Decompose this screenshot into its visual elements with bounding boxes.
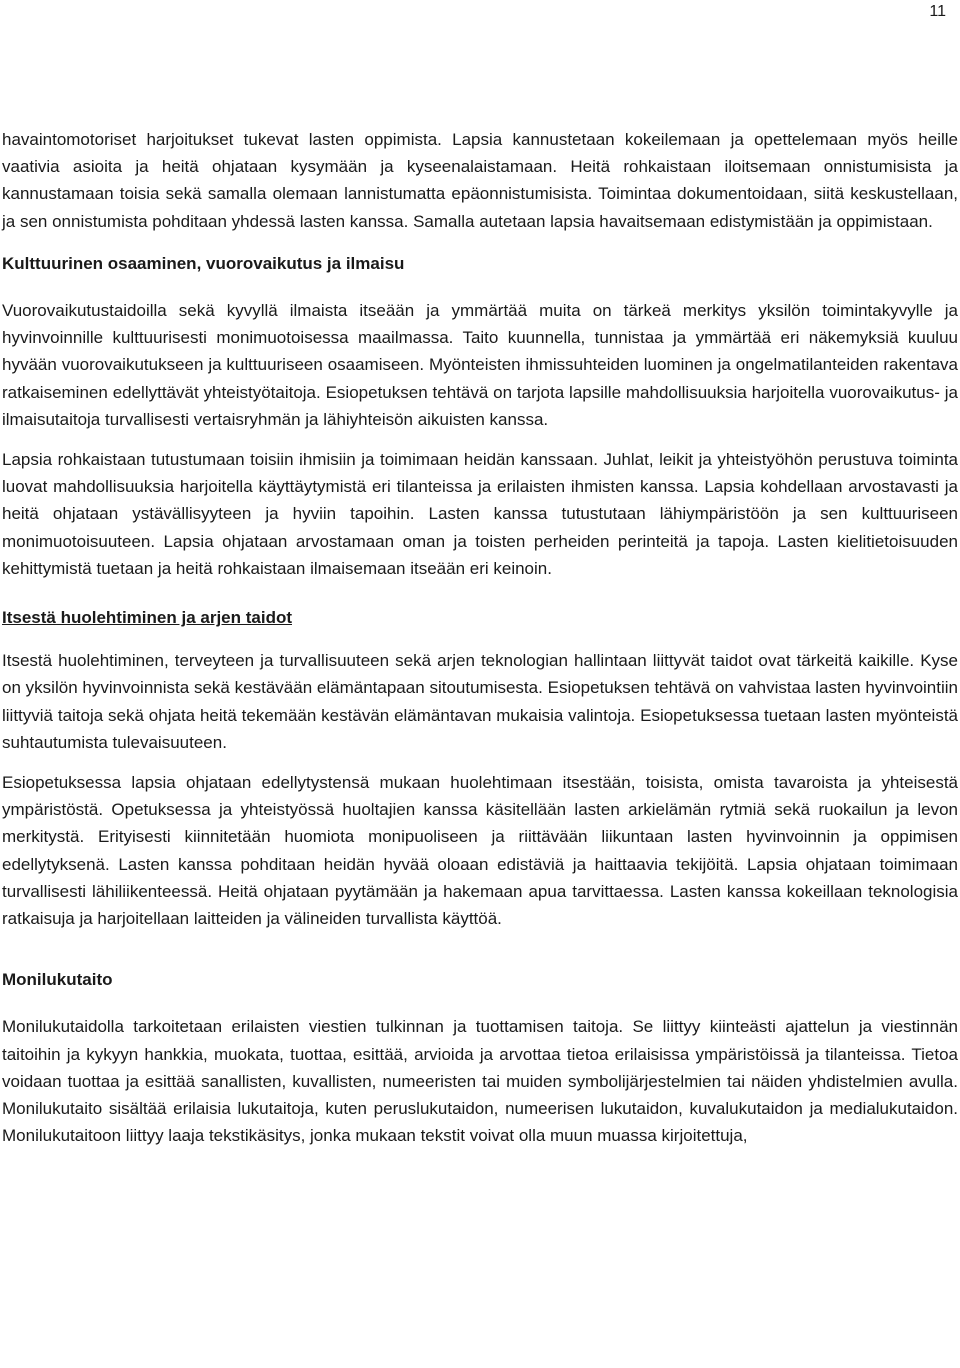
paragraph-preschool-self-care: Esiopetuksessa lapsia ohjataan edellytystensä mukaan huolehtimaan itsestään, toisista, omista tavaroista ja yhteisestä ympäristöstä. Opetuksessa ja yhteistyössä huoltajien kanssa käsitellään lasten arkielämän rytmiä sekä ruokailun ja levon merkitystä. Erityisesti kiinnitetään huomiota monipuoliseen ja riittävään liikuntaan lasten hyvinvoinnin ja oppimisen edellytyksenä. Lasten kanssa pohditaan heidän hyvää oloaan edistäviä ja haittaavia tekijöitä. Lapsia ohjataan toimimaan turvallisesti lähiliikenteessä. Heitä ohjataan pyytämään ja hakemaan apua tarvittaessa. Lasten kanssa kokeillaan teknologisia ratkaisuja ja harjoitellaan laitteiden ja välineiden turvallista käyttöä. xyxy=(2,773,958,929)
paragraph-multiliteracy: Monilukutaidolla tarkoitetaan erilaisten viestien tulkinnan ja tuottamisen taitoja. Se liittyy kiinteästi ajattelun ja viestinnän taitoihin ja kykyyn hankkia, muokata, tuottaa, esittää, arvioida ja arvottaa tietoa erilaisissa ympäristöissä ja tilanteissa. Tietoa voidaan tuottaa ja esittää sanallisten, kuvallisten, numeeristen tai muiden symbolijärjestelmien tai näiden yhdistelmien avulla. Monilukutaito sisältää erilaisia lukutaitoja, kuten peruslukutaidon, numeerisen lukutaidon, kuvalukutaidon ja medialukutaidon. Monilukutaitoon liittyy laaja tekstikäsitys, jonka mukaan tekstit voivat olla muun muassa kirjoitettuja, xyxy=(2,1017,958,1146)
paragraph-getting-to-know-others: Lapsia rohkaistaan tutustumaan toisiin ihmisiin ja toimimaan heidän kanssaan. Juhlat, leikit ja yhteistyöhön perustuva toiminta luovat mahdollisuuksia harjoitella käyttäytymistä eri tilanteissa ja erilaisten ihmisten kanssa. Lapsia kohdellaan arvostavasti ja heitä ohjataan ystävällisyyteen ja hyviin tapoihin. Lasten kanssa tutustutaan lähiympäristöön ja sen kulttuuriseen monimuotoisuuteen. Lapsia ohjataan arvostamaan oman ja toisten perheiden perinteitä ja tapoja. Lasten kielitietoisuuden kehittymistä tuetaan ja heitä rohkaistaan ilmaisemaan itseään eri keinoin. xyxy=(2,450,958,578)
paragraph-observation-motor: havaintomotoriset harjoitukset tukevat lasten oppimista. Lapsia kannustetaan kokeilemaan ja opettelemaan myös heille vaativia asioita ja heitä ohjataan kysymään ja kyseenalaistamaan. Heitä rohkaistaan iloitsemaan onnistumisista ja kannustamaan toisia sekä samalla olemaan lannistumatta epäonnistumisista. Toimintaa dokumentoidaan, siitä keskustellaan, ja sen onnistumista pohditaan yhdessä lasten kanssa. Samalla autetaan lapsia havaitsemaan edistymistään ja oppimistaan. xyxy=(2,130,958,231)
heading-multiliteracy: Monilukutaito xyxy=(2,970,113,990)
paragraph-interaction-skills: Vuorovaikutustaidoilla sekä kyvyllä ilmaista itseään ja ymmärtää muita on tärkeä merkitys yksilön toimintakyvylle ja hyvinvoinnille kulttuurisesti monimuotoisessa maailmassa. Taito kuunnella, tunnistaa ja ymmärtää eri näkemyksiä kuuluu hyvään vuorovaikutukseen ja kulttuuriseen osaamiseen. Myönteisten ihmissuhteiden luominen ja ongelmatilanteiden rakentava ratkaiseminen edellyttävät yhteistyötaitoja. Esiopetuksen tehtävä on tarjota lapsille mahdollisuuksia harjoitella vuorovaikutus- ja ilmaisutaitoja turvallisesti vertaisryhmän ja lähiyhteisön aikuisten kanssa. xyxy=(2,301,958,429)
paragraph-self-care-skills: Itsestä huolehtiminen, terveyteen ja turvallisuuteen sekä arjen teknologian hallintaan liittyvät taidot ovat tärkeitä kaikille. Kyse on yksilön hyvinvoinnista sekä kestävään elämäntapaan sitoutumisesta. Esiopetuksen tehtävä on vahvistaa lasten hyvinvointiin liittyviä taitoja sekä ohjata heitä tekemään kestävän elämäntavan mukaisia valintoja. Esiopetuksessa tuetaan lasten myönteistä suhtautumista tulevaisuuteen. xyxy=(2,651,958,752)
page-number: 11 xyxy=(929,3,946,20)
heading-self-care: Itsestä huolehtiminen ja arjen taidot xyxy=(2,608,292,628)
document-body xyxy=(2,126,958,1150)
heading-cultural-competence: Kulttuurinen osaaminen, vuorovaikutus ja ilmaisu xyxy=(2,253,405,273)
